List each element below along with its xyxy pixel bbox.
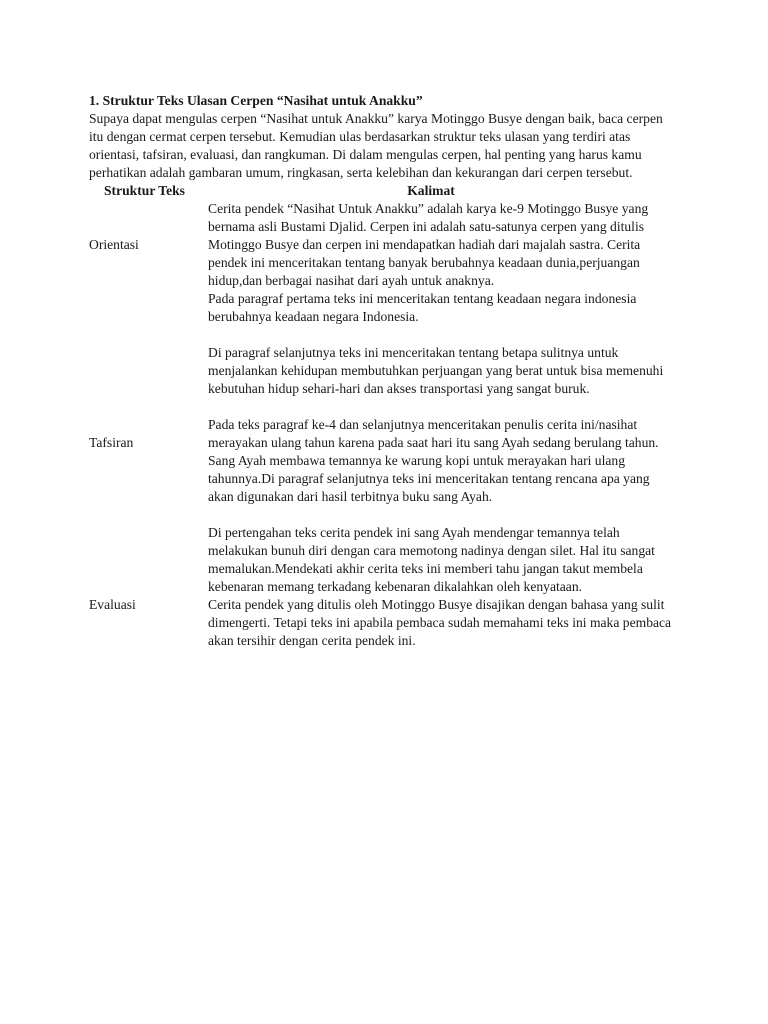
row-label: Evaluasi bbox=[89, 597, 136, 612]
row-content-orientasi bbox=[208, 200, 689, 290]
document-page bbox=[89, 92, 689, 650]
paragraph: Pada paragraf pertama teks ini menceritakan tentang keadaan negara indonesia berubahnya keadaan negara Indonesia. bbox=[208, 291, 637, 324]
paragraph: Di pertengahan teks cerita pendek ini sang Ayah mendengar temannya telah melakukan bunuh diri dengan cara memotong nadinya dengan silet. Hal itu sangat memalukan.Mendekati akhir cerita teks ini memberi tahu jangan takut membela kebenaran memang terkadang kebenaran dikalahkan oleh kenyataan. bbox=[208, 525, 655, 594]
row-label-evaluasi bbox=[89, 596, 208, 650]
row-content-evaluasi bbox=[208, 596, 689, 650]
table-header-structure: Struktur Teks bbox=[104, 183, 185, 198]
paragraph: Di paragraf selanjutnya teks ini menceritakan tentang betapa sulitnya untuk menjalankan kehidupan membutuhkan perjuangan yang berat untuk bisa memenuhi kebutuhan hidup sehari-hari dan akses transportasi yang sangat buruk. bbox=[208, 345, 664, 396]
row-label: Orientasi bbox=[89, 237, 139, 252]
structure-table bbox=[89, 182, 689, 650]
row-label-orientasi bbox=[89, 200, 208, 290]
row-content-tafsiran bbox=[208, 290, 689, 596]
row-label-tafsiran bbox=[89, 290, 208, 596]
paragraph: Cerita pendek yang ditulis oleh Motinggo Busye disajikan dengan bahasa yang sulit dimengerti. Tetapi teks ini apabila pembaca sudah memahami teks ini maka pembaca akan tersihir dengan cerita pendek ini. bbox=[208, 597, 672, 648]
paragraph: Cerita pendek “Nasihat Untuk Anakku” adalah karya ke-9 Motinggo Busye yang bernama asli Bustami Djalid. Cerpen ini adalah satu-satunya cerpen yang ditulis Motinggo Busye dan cerpen ini mendapatkan hadiah dari majalah sastra. Cerita pendek ini menceritakan tentang banyak berubahnya keadaan dunia,perjuangan hidup,dan berbagai nasihat dari ayah untuk anaknya. bbox=[208, 201, 649, 288]
row-label: Tafsiran bbox=[89, 435, 134, 450]
section-title: 1. Struktur Teks Ulasan Cerpen “Nasihat untuk Anakku” bbox=[89, 93, 423, 108]
paragraph: Pada teks paragraf ke-4 dan selanjutnya menceritakan penulis cerita ini/nasihat merayakan ulang tahun karena pada saat hari itu sang Ayah sedang berulang tahun. Sang Ayah membawa temannya ke warung kopi untuk merayakan hari ulang tahunnya.Di paragraf selanjutnya teks ini menceritakan tentang rencana apa yang akan digunakan dari hasil terbitnya buku sang Ayah. bbox=[208, 417, 659, 504]
table-header-sentence: Kalimat bbox=[407, 183, 455, 198]
intro-paragraph: Supaya dapat mengulas cerpen “Nasihat untuk Anakku” karya Motinggo Busye dengan baik, baca cerpen itu dengan cermat cerpen tersebut. Kemudian ulas berdasarkan struktur teks ulasan yang terdiri atas orientasi, tafsiran, evaluasi, dan rangkuman. Di dalam mengulas cerpen, hal penting yang harus kamu perhatikan adalah gambaran umum, ringkasan, serta kelebihan dan kekurangan dari cerpen tersebut. bbox=[89, 111, 663, 180]
